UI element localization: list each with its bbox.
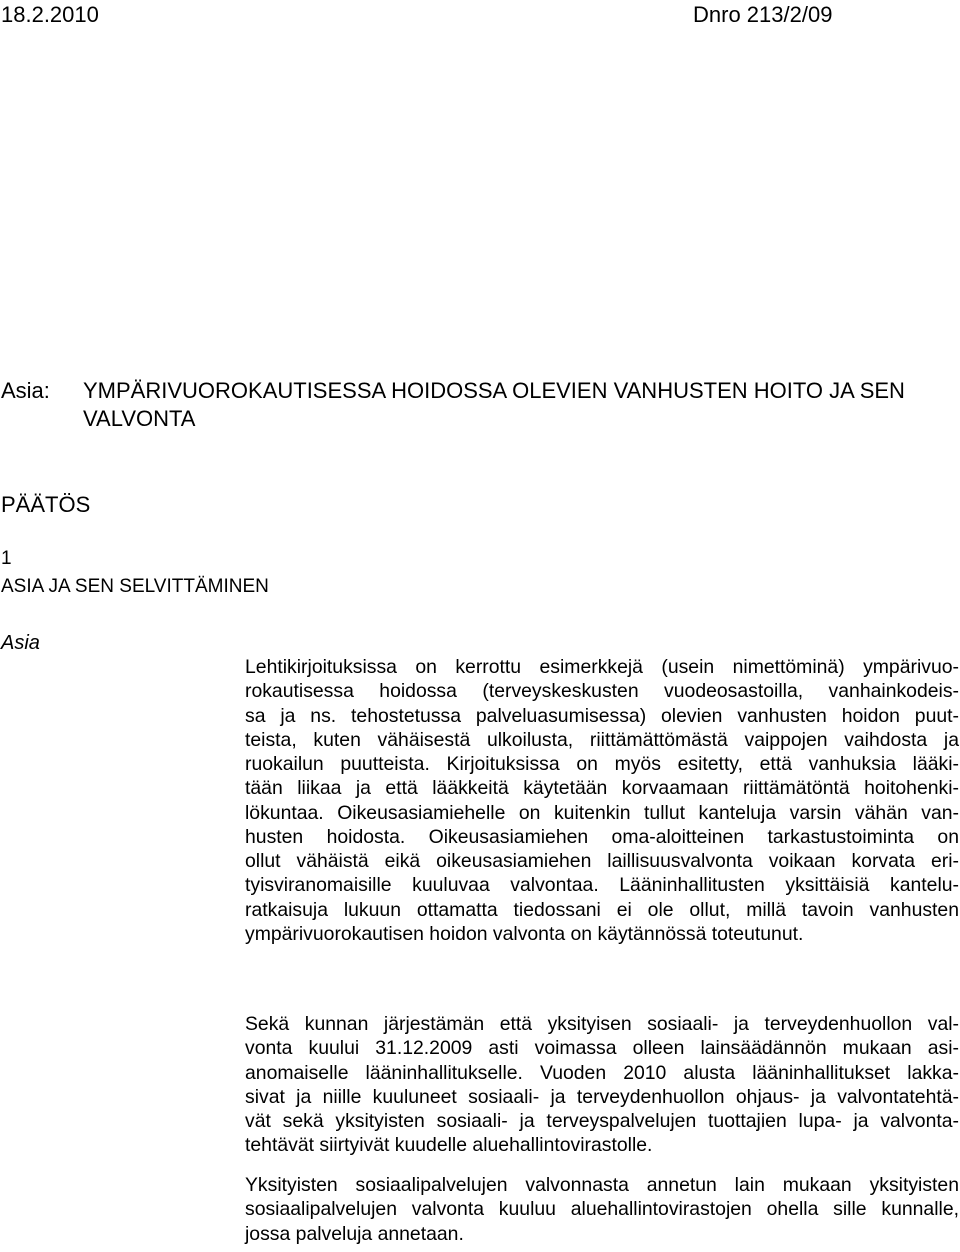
text-line: teista, kuten vähäisestä ulkoilusta, riittämättömästä vaippojen vaihdosta ja <box>245 728 959 751</box>
text-line: jossa palveluja annetaan. <box>245 1222 464 1245</box>
text-line: ratkaisuja lukuun ottamatta tiedossani ei ole ollut, millä tavoin vanhusten <box>245 898 959 921</box>
text-line: Yksityisten sosiaalipalvelujen valvonnasta annetun lain mukaan yksityisten <box>245 1174 959 1196</box>
text-line: ympärivuorokautisen hoidon valvonta on käytännössä toteutunut. <box>245 922 804 945</box>
subject-label: Asia: <box>1 378 50 403</box>
text-line: anomaiselle lääninhallitukselle. Vuoden 2010 alusta lääninhallitukset lakka- <box>245 1061 959 1084</box>
text-line: tyisviranomaisille kuuluvaa valvontaa. Lääninhallitusten yksittäisiä kantelu- <box>245 874 959 897</box>
decision-heading: PÄÄTÖS <box>1 492 91 517</box>
text-line: vonta kuului 31.12.2009 asti voimassa olleen lainsäädännön mukaan asi- <box>245 1037 959 1060</box>
text-line: sa ja ns. tehostetussa palveluasumisessa) olevien vanhusten hoidon puut- <box>245 704 959 727</box>
text-line: ruokailun puutteista. Kirjoituksissa on myös esitetty, että vanhuksia lääki- <box>245 753 959 775</box>
text-line: Lehtikirjoituksissa on kerrottu esimerkkejä (usein nimettöminä) ympärivuo- <box>245 656 959 678</box>
subject-title-line-1: YMPÄRIVUOROKAUTISESSA HOIDOSSA OLEVIEN VANHUSTEN HOITO JA SEN <box>83 378 905 403</box>
document-date: 18.2.2010 <box>1 2 99 27</box>
body-paragraph-3 <box>245 1173 959 1246</box>
text-line: sosiaalipalvelujen valvonta kuuluu aluehallintovirastojen ohella sille kunnalle, <box>245 1198 959 1221</box>
text-line: tehtävät siirtyivät kuudelle aluehallintovirastolle. <box>245 1134 653 1157</box>
body-paragraph-2 <box>245 1012 959 1158</box>
text-line: husten hoidosta. Oikeusasiamiehen oma-aloitteinen tarkastustoiminta on <box>245 825 959 848</box>
text-line: tään liikaa ja että lääkkeitä käytetään korvaamaan riittämätöntä hoitohenki- <box>245 777 959 800</box>
document-reference-number: Dnro 213/2/09 <box>693 2 833 27</box>
text-line: sivat ja niille kuuluneet sosiaali- ja terveydenhuollon ohjaus- ja valvontatehtä- <box>245 1085 959 1108</box>
text-line: rokautisessa hoidossa (terveyskeskusten vuodeosastoilla, vanhainkodeis- <box>245 680 959 703</box>
text-line: lökuntaa. Oikeusasiamiehelle on kuitenkin tullut kanteluja varsin vähän van- <box>245 801 959 824</box>
subject-title-line-2: VALVONTA <box>83 406 196 431</box>
text-line: Sekä kunnan järjestämän että yksityisen sosiaali- ja terveydenhuollon val- <box>245 1013 959 1035</box>
section-subheading: Asia <box>1 632 40 654</box>
section-title: ASIA JA SEN SELVITTÄMINEN <box>1 576 269 597</box>
body-paragraph-1 <box>245 655 959 946</box>
text-line: vät sekä yksityisten sosiaali- ja terveyspalvelujen tuottajien lupa- ja valvonta- <box>245 1110 959 1132</box>
section-number: 1 <box>1 548 12 569</box>
text-line: ollut vähäistä eikä oikeusasiamiehen laillisuusvalvonta voikaan korvata eri- <box>245 850 959 872</box>
